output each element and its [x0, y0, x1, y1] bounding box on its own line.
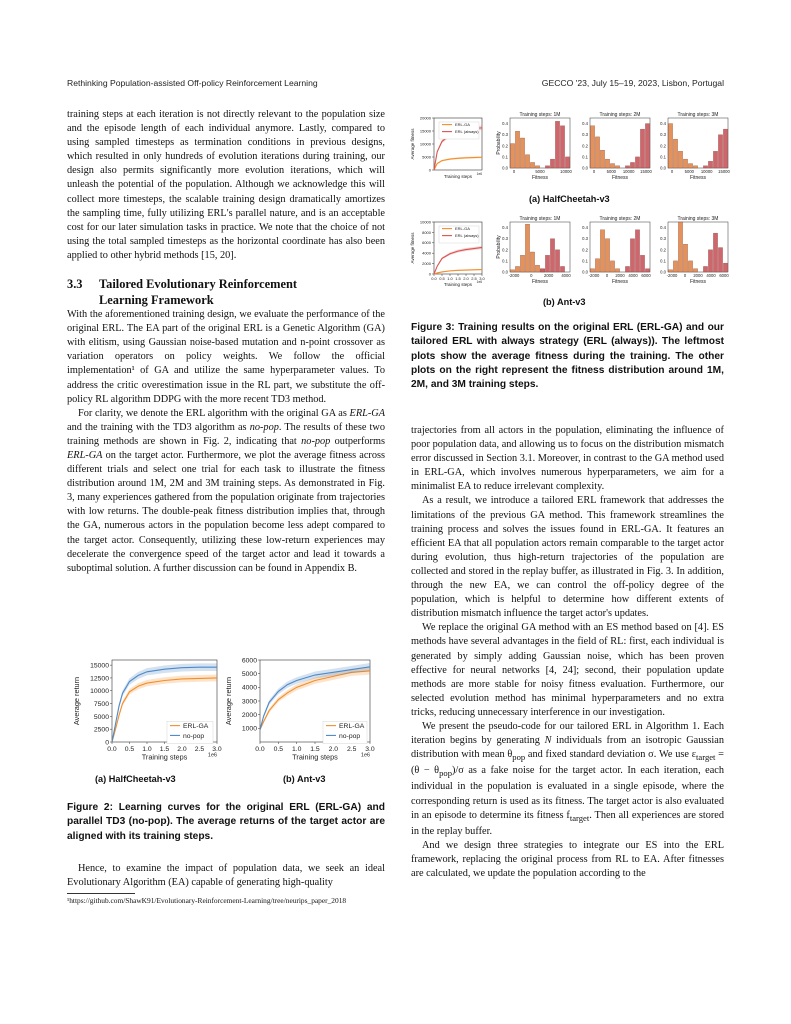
hist-bar-ERL-GA — [520, 138, 524, 168]
hist-bar-ERL (always) — [708, 250, 712, 272]
x-tick-label: -2000 — [666, 273, 678, 278]
y-tick-label: 10000 — [419, 219, 431, 225]
paragraph: With the aforementioned training design, we evaluate the performance of the original ERL. The EA part of the original ERL is a Genetic Algorithm (GA) with elitism, using Gaussian noise-based mutation and n-point crossover as variation operators on policy weights. We follow the official implementation¹ of GA and utilize the same hyperparameter values. To address the critic overestimation issue in the RL part, we substitute the off-policy RL algorithm DDPG with the more recent TD3 method. — [67, 309, 385, 405]
x-tick-label: 0 — [592, 169, 596, 174]
hist-bar-ERL-GA — [600, 150, 604, 168]
hist-bar-ERL (always) — [630, 239, 634, 272]
paragraph: trajectories from all actors in the population, eliminating the influence of poor population data, and allowing us to focus on the distribution mismatch error discussed in Section 3.1. Moreover, in contrast to the GA method used in ERL-GA, which involves numerous hyperparameters, we aim for a minimalist EA to reduce irrelevant complexity. — [411, 425, 724, 493]
y-tick-label: 7500 — [93, 700, 109, 708]
x-tick-label: 1.0 — [291, 745, 302, 753]
x-tick-label: 5000 — [684, 169, 694, 174]
paragraph: As a result, we introduce a tailored ERL framework that addresses the limitations of the previous GA method. This framework streamlines the training process and solves the issues found in ERL-GA. It features an efficient EA that all population actors remain comparable to the target actor during evolution, thus high-return trajectories of the population are collected and stored in the replay buffer, as illustrated in Fig. 3. In addition, through the new EA, we can control the off-policy degree of the population, which is helpful to determine how different extents of distribution mismatch influence the target actor's updates. — [411, 495, 724, 620]
left-column — [67, 108, 385, 576]
y-axis-label: Average fitness — [410, 128, 415, 160]
hist-bar-ERL (always) — [635, 230, 639, 272]
y-tick-label: 2000 — [422, 261, 431, 266]
fig2-subcaption-a: (a) HalfCheetah-v3 — [95, 774, 176, 784]
hist-bar-ERL-GA — [673, 139, 677, 168]
hist-bar-ERL (always) — [703, 166, 707, 168]
y-tick-label: 2500 — [93, 726, 109, 734]
x-tick-label: 0.5 — [273, 745, 284, 753]
hist-bar-ERL-GA — [520, 255, 524, 272]
paragraph: training steps at each iteration is not directly relevant to the population size and the episode length of each individual anymore. Lastly, compared to using sampled timesteps as termination conditions in previous designs, which resulted in only hundreds of evolution iterations during training, our design also permits significantly more evolution iterations, which will unleash the potential of the population. Although we acknowledge this will collect more timesteps, the scalable training design dramatically amortizes the sampling time, fully utilizing ERL's parallel nature, and is an acceptable cost for our later simulation tasks in practice. We note that the choice of not using the total sampled timesteps as the horizontal coordinate has also been applied to other hybrid methods [15, 20]. — [67, 109, 385, 261]
y-tick-label: 0.0 — [502, 165, 508, 171]
y-tick-label: 0.2 — [582, 143, 588, 149]
hist-bar-ERL (always) — [545, 166, 549, 168]
hist-bar-ERL-GA — [510, 144, 514, 168]
paragraph: Hence, to examine the impact of population data, we seek an ideal Evolutionary Algorithm (EA) capable of generating high-quality — [67, 863, 385, 889]
hist-bar-ERL-GA — [683, 244, 687, 272]
hist-bar-ERL (always) — [718, 248, 722, 272]
fig3b-hist-3m — [654, 212, 734, 292]
hist-bar-ERL (always) — [713, 233, 717, 272]
y-axis-label: Average return — [224, 676, 233, 726]
hist-bar-ERL-GA — [525, 155, 529, 168]
fig3-caption: Figure 3: Training results on the original ERL (ERL-GA) and our tailored ERL with always strategy (ERL (always)). The leftmost plots show the average fitness during the training. The other plots on the right represent the fitness distribution around 1M, 2M, and 3M training steps. — [411, 322, 724, 391]
y-tick-label: 2000 — [241, 712, 257, 720]
x-tick-label: 1.5 — [159, 745, 170, 753]
x-tick-label: 2000 — [693, 273, 703, 278]
hist-bar-ERL-GA — [595, 259, 599, 272]
fig3b-hist-1m — [496, 212, 576, 292]
x-tick-label: 2.0 — [328, 745, 339, 753]
hist-bar-ERL (always) — [560, 266, 564, 272]
x-exponent: 1e6 — [360, 752, 370, 759]
fig2-caption: Figure 2: Learning curves for the original ERL (ERL-GA) and parallel TD3 (no-pop). The average returns of the target actor are aligned with its training steps. — [67, 802, 385, 842]
hist-bar-ERL-GA — [530, 252, 534, 272]
hist-bar-ERL (always) — [560, 126, 564, 168]
x-tick-label: 0 — [512, 169, 516, 174]
hist-bar-ERL-GA — [673, 261, 677, 272]
paragraph: We replace the original GA method with an ES method based on [4]. ES methods have several advantages in the field of RL: first, each individual is generated by simply adding Gaussian noise, which has been proven effective for neural networks [4, 24]; second, their population update methods are more stable for noisy fitness evaluation. Furthermore, our selected evolution method has minimal hyperparameters and no extra tricks, reducing unnecessary interference in our investigation. — [411, 622, 724, 718]
hist-bar-ERL-GA — [535, 265, 539, 272]
legend-label: ERL (always) — [455, 233, 479, 238]
x-tick-label: 0.5 — [124, 745, 135, 753]
hist-bar-ERL-GA — [668, 124, 672, 168]
y-tick-label: 0.1 — [582, 154, 588, 160]
x-tick-label: 3.0 — [365, 745, 375, 753]
x-tick-label: 2.5 — [194, 745, 205, 753]
hist-bar-ERL (always) — [718, 135, 722, 168]
y-tick-label: 3000 — [241, 698, 257, 706]
hist-title: Training steps: 2M — [599, 112, 641, 118]
hist-bar-ERL (always) — [723, 129, 727, 168]
section-title-line2: Learning Framework — [99, 293, 214, 308]
hist-bar-ERL (always) — [708, 161, 712, 168]
hist-title: Training steps: 1M — [519, 216, 561, 222]
x-tick-label: 0.0 — [107, 745, 117, 753]
y-tick-label: 0 — [428, 271, 431, 277]
x-exponent: 1e6 — [207, 752, 217, 759]
x-axis-label: Fitness — [531, 279, 549, 285]
x-tick-label: 0 — [530, 273, 533, 278]
running-header-venue: GECCO '23, July 15–19, 2023, Lisbon, Portugal — [541, 78, 724, 88]
fig3b-hist-2m — [576, 212, 656, 292]
y-tick-label: 12500 — [90, 675, 109, 683]
x-tick-label: 2.0 — [463, 276, 469, 281]
x-tick-label: 2.0 — [177, 745, 187, 753]
x-tick-label: 0.0 — [431, 276, 437, 281]
hist-bar-ERL-GA — [678, 151, 682, 168]
hist-bar-ERL (always) — [630, 162, 634, 168]
hist-bar-ERL-GA — [600, 230, 604, 272]
y-tick-label: 20000 — [419, 115, 431, 121]
hist-bar-ERL-GA — [595, 137, 599, 168]
y-tick-label: 0.2 — [502, 143, 508, 149]
hist-bar-ERL-GA — [515, 131, 519, 168]
y-tick-label: 8000 — [422, 229, 431, 235]
x-tick-label: 2.5 — [346, 745, 357, 753]
x-tick-label: 1.5 — [455, 276, 461, 281]
hist-bar-ERL-GA — [530, 162, 534, 168]
hist-title: Training steps: 2M — [599, 216, 641, 222]
hist-bar-ERL-GA — [615, 269, 619, 272]
hist-bar-ERL-GA — [678, 222, 682, 272]
hist-bar-ERL-GA — [510, 270, 514, 272]
x-tick-label: 0 — [670, 169, 674, 174]
fig3a-line-chart — [408, 108, 486, 188]
y-tick-label: 0.1 — [502, 154, 508, 160]
hist-bar-ERL-GA — [525, 224, 529, 272]
hist-bar-ERL (always) — [540, 269, 544, 272]
y-tick-label: 5000 — [422, 154, 431, 160]
x-tick-label: 1.5 — [310, 745, 320, 753]
legend-label: ERL-GA — [455, 122, 470, 127]
paragraph: And we design three strategies to integrate our ES into the ERL framework, replacing the original process from RL to EA. After fitnesses are calculated, we update the population according to the — [411, 839, 724, 880]
section-title-line1: Tailored Evolutionary Reinforcement — [99, 277, 298, 292]
hist-bar-ERL-GA — [610, 261, 614, 272]
hist-title: Training steps: 3M — [677, 112, 719, 118]
y-axis-label: Probability — [496, 235, 502, 259]
x-tick-label: 10000 — [700, 169, 713, 174]
x-tick-label: 10000 — [622, 169, 635, 174]
hist-bar-ERL (always) — [713, 151, 717, 168]
x-tick-label: 0.0 — [255, 745, 265, 753]
hist-bar-ERL-GA — [688, 261, 692, 272]
fig3a-hist-3m — [654, 108, 734, 188]
hist-bar-ERL-GA — [683, 159, 687, 168]
y-tick-label: 0.3 — [582, 236, 588, 242]
hist-bar-ERL (always) — [555, 250, 559, 272]
y-axis-label: Average return — [72, 676, 81, 726]
hist-bar-ERL-GA — [693, 166, 697, 168]
y-axis-label: Probability — [496, 131, 502, 155]
hist-bar-ERL-GA — [693, 269, 697, 272]
x-axis-label: Fitness — [689, 175, 707, 181]
y-tick-label: 0.2 — [582, 247, 588, 253]
right-column — [411, 424, 724, 881]
hist-bar-ERL (always) — [555, 121, 559, 168]
x-axis-label: Fitness — [611, 279, 629, 285]
fig3-subcaption-b: (b) Ant-v3 — [543, 297, 586, 307]
x-tick-label: 3.0 — [212, 745, 222, 753]
hist-bar-ERL (always) — [640, 255, 644, 272]
legend-label: ERL-GA — [339, 723, 365, 730]
y-tick-label: 0.1 — [660, 258, 666, 264]
y-tick-label: 10000 — [419, 141, 431, 147]
hist-bar-ERL (always) — [723, 263, 727, 272]
hist-bar-ERL-GA — [590, 126, 594, 168]
legend-label: no-pop — [339, 732, 361, 740]
fig3b-line-chart — [408, 212, 486, 292]
hist-bar-ERL-GA — [668, 270, 672, 272]
x-tick-label: 1.0 — [447, 276, 453, 281]
x-tick-label: 5000 — [606, 169, 616, 174]
paragraph: For clarity, we denote the ERL algorithm with the original GA as ERL-GA and the training with the TD3 algorithm as no-pop. The results of these two training methods are shown in Fig. 2, indicating that no-pop outperforms ERL-GA on the target actor. Furthermore, we plot the average fitness across different trials and select one trial for each task to illustrate the fitness distribution around 1M, 2M and 3M training steps. As demonstrated in Fig. 3, many experiences gathered from the population originate from trajectories with low returns. The double-peak fitness distribution implies that, through the GA, numerous actors in the population become less adept compared to the target actor. Consequently, utilizing these low-return experiences may decelerate the convergence speed of the target actor and lead it towards a suboptimal solution. A further discussion can be found in Appendix B. — [67, 407, 385, 574]
y-tick-label: 10000 — [90, 688, 109, 696]
y-tick-label: 0.0 — [660, 269, 666, 275]
y-tick-label: 0 — [428, 167, 431, 173]
legend-label: ERL (always) — [455, 129, 479, 134]
x-tick-label: 15000 — [640, 169, 652, 174]
x-tick-label: 4000 — [628, 273, 638, 278]
x-tick-label: 2000 — [615, 273, 625, 278]
x-tick-label: 0 — [683, 273, 687, 278]
x-tick-label: 0 — [605, 273, 609, 278]
y-tick-label: 0.0 — [660, 165, 666, 171]
y-tick-label: 0.0 — [502, 269, 508, 275]
fig2b-chart — [222, 650, 382, 775]
series-line-ERL-GA — [434, 270, 482, 274]
y-tick-label: 0.3 — [660, 132, 666, 138]
hist-bar-ERL-GA — [515, 266, 519, 272]
y-tick-label: 0.0 — [582, 165, 588, 171]
hist-bar-ERL (always) — [550, 239, 554, 272]
hist-bar-ERL-GA — [605, 239, 609, 272]
hist-bar-ERL (always) — [645, 124, 649, 168]
y-tick-label: 5000 — [241, 671, 257, 679]
x-tick-label: 1.0 — [142, 745, 152, 753]
x-tick-label: 6000 — [719, 273, 729, 278]
hist-title: Training steps: 3M — [677, 216, 719, 222]
y-tick-label: 0.3 — [502, 132, 508, 138]
hist-bar-ERL (always) — [625, 166, 629, 168]
hist-bar-ERL (always) — [565, 157, 569, 168]
x-axis-label: Training steps — [443, 174, 473, 179]
y-tick-label: 0.4 — [660, 121, 666, 127]
hist-bar-ERL-GA — [590, 269, 594, 272]
x-tick-label: -2000 — [508, 273, 520, 278]
y-tick-label: 0.2 — [502, 247, 508, 253]
y-tick-label: 5000 — [93, 713, 109, 721]
x-exponent: 1e6 — [476, 280, 482, 284]
fig2-subcaption-b: (b) Ant-v3 — [283, 774, 326, 784]
legend-label: ERL-GA — [455, 226, 470, 231]
y-tick-label: 15000 — [419, 128, 431, 134]
x-axis-label: Training steps — [443, 282, 473, 287]
hist-bar-ERL-GA — [688, 164, 692, 168]
x-tick-label: 4000 — [706, 273, 716, 278]
y-tick-label: 4000 — [422, 250, 431, 256]
y-tick-label: 0.2 — [660, 247, 666, 253]
x-tick-label: 10000 — [560, 169, 572, 174]
y-tick-label: 0.1 — [660, 154, 666, 160]
y-tick-label: 6000 — [422, 240, 431, 246]
y-tick-label: 0.4 — [502, 225, 508, 231]
hist-bar-ERL (always) — [635, 157, 639, 168]
y-tick-label: 0.4 — [502, 121, 508, 127]
x-tick-label: 0.5 — [439, 276, 445, 281]
y-tick-label: 0.4 — [660, 225, 666, 231]
x-tick-label: 15000 — [718, 169, 730, 174]
x-tick-label: 6000 — [641, 273, 651, 278]
hist-bar-ERL (always) — [625, 266, 629, 272]
x-tick-label: 5000 — [535, 169, 545, 174]
hist-bar-ERL (always) — [645, 269, 649, 272]
x-axis-label: Fitness — [531, 175, 549, 181]
x-tick-label: -2000 — [588, 273, 600, 278]
footnote: ¹https://github.com/ShawK91/Evolutionary-Reinforcement-Learning/tree/neurips_paper_2018 — [67, 896, 347, 905]
running-header-title: Rethinking Population-assisted Off-policy Reinforcement Learning — [67, 78, 318, 88]
hist-bar-ERL (always) — [640, 129, 644, 168]
legend-label: no-pop — [183, 732, 205, 740]
y-tick-label: 0.2 — [660, 143, 666, 149]
y-tick-label: 0.1 — [502, 258, 508, 264]
axes-frame — [510, 222, 570, 272]
x-tick-label: 3.0 — [479, 276, 485, 281]
hist-bar-ERL-GA — [535, 166, 539, 168]
hist-title: Training steps: 1M — [519, 112, 561, 118]
legend-label: ERL-GA — [183, 723, 209, 730]
x-tick-label: 2000 — [544, 273, 554, 278]
y-tick-label: 0.0 — [582, 269, 588, 275]
paragraph: We present the pseudo-code for our tailored ERL in Algorithm 1. Each iteration begins by generating N individuals from an isotropic Gaussian distribution with mean $\theta_{pop}$ and fixed standard deviation σ. We use $\varepsilon_{target} = (\theta - \theta_{pop})/\sigma$ as a fake noise for the target actor. In each iteration, each individual in the population is evaluated in a single episode, where the corresponding return is used as its fitness. The target actor is also evaluated in an episode to determine its fitness $f_{target}$. Then all experiences are stored in the replay buffer. — [411, 720, 725, 837]
hist-bar-ERL (always) — [545, 255, 549, 272]
hist-bar-ERL-GA — [615, 166, 619, 168]
y-tick-label: 0.4 — [582, 225, 588, 231]
section-heading — [67, 276, 385, 308]
y-tick-label: 4000 — [241, 684, 257, 692]
y-tick-label: 0.3 — [502, 236, 508, 242]
y-tick-label: 0.1 — [582, 258, 588, 264]
left-column-bottom — [67, 862, 385, 890]
x-axis-label: Fitness — [689, 279, 707, 285]
y-tick-label: 0.3 — [660, 236, 666, 242]
y-tick-label: 1000 — [241, 725, 257, 733]
x-axis-label: Training steps — [292, 752, 338, 762]
hist-bar-ERL-GA — [610, 164, 614, 168]
fig3a-hist-1m — [496, 108, 576, 188]
x-axis-label: Fitness — [611, 175, 629, 181]
x-axis-label: Training steps — [141, 752, 188, 762]
hist-bar-ERL (always) — [550, 159, 554, 168]
fig3-subcaption-a: (a) HalfCheetah-v3 — [529, 194, 610, 204]
y-tick-label: 15000 — [90, 662, 109, 670]
y-tick-label: 6000 — [241, 657, 257, 665]
hist-bar-ERL-GA — [605, 159, 609, 168]
footnote-rule — [67, 893, 135, 894]
y-tick-label: 0 — [105, 739, 109, 747]
fig3a-hist-2m — [576, 108, 656, 188]
y-tick-label: 0.3 — [582, 132, 588, 138]
y-axis-label: Average fitness — [410, 232, 415, 264]
y-tick-label: 0.4 — [582, 121, 588, 127]
x-exponent: 1e6 — [476, 172, 482, 176]
x-tick-label: 4000 — [561, 273, 571, 278]
hist-bar-ERL (always) — [703, 266, 707, 272]
fig2a-chart — [70, 650, 230, 775]
section-number: 3.3 — [67, 277, 83, 292]
x-tick-label: 2.5 — [471, 276, 477, 281]
